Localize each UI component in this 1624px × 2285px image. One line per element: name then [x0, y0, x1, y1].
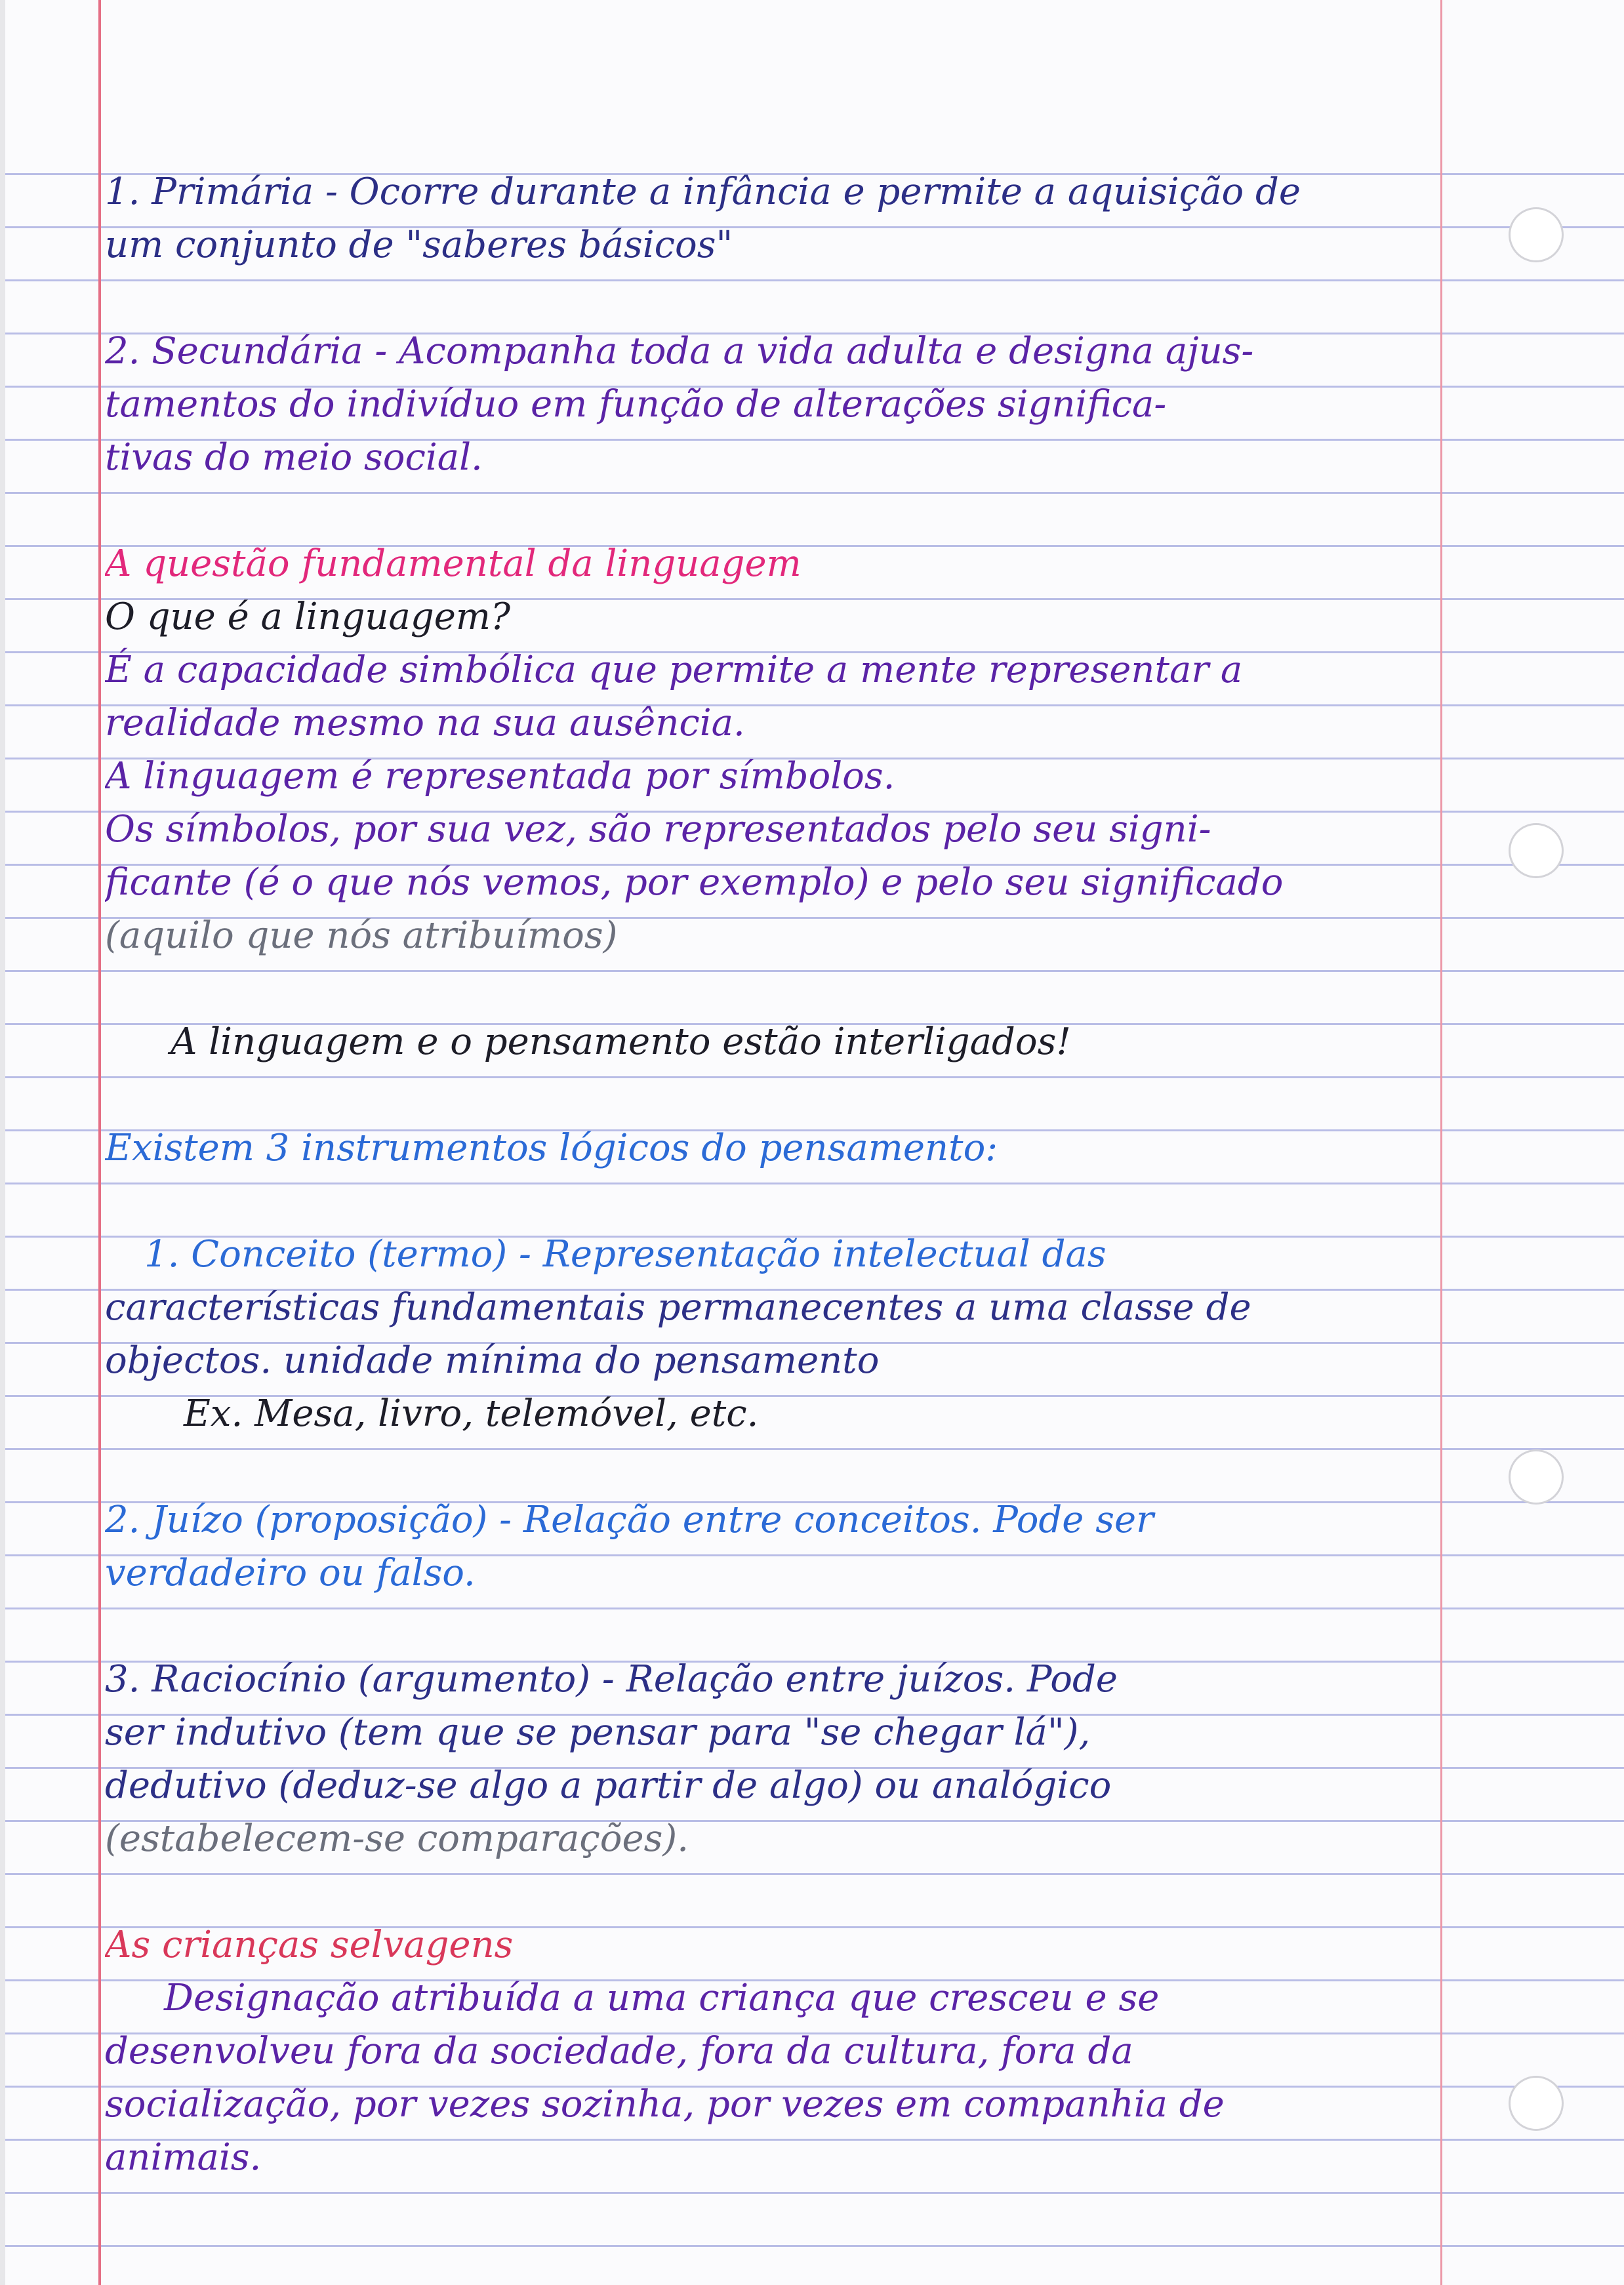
note-line: desenvolveu fora da sociedade, fora da cultura, fora da [105, 2030, 1133, 2073]
judgement-item: 2. Juízo (proposição) - Relação entre conceitos. Pode ser [105, 1499, 1154, 1541]
punch-hole [1509, 823, 1564, 878]
punch-hole [1509, 2076, 1564, 2131]
note-line: objectos. unidade mínima do pensamento [105, 1339, 880, 1382]
note-line: verdadeiro ou falso. [105, 1552, 476, 1594]
note-line: ficante (é o que nós vemos, por exemplo) e pelo seu significado [105, 861, 1284, 904]
note-line: características fundamentais permanecentes a uma classe de [105, 1286, 1251, 1329]
note-line: um conjunto de "saberes básicos" [105, 224, 733, 266]
punch-hole [1509, 207, 1564, 262]
example-line: Ex. Mesa, livro, telemóvel, etc. [184, 1392, 759, 1435]
pencil-note-line: (aquilo que nós atribuímos) [105, 914, 618, 957]
concept-item: 1. Conceito (termo) - Representação intelectual das [144, 1233, 1106, 1276]
section-heading-feral-children: As crianças selvagens [105, 1924, 514, 1966]
section-heading-language: A questão fundamental da linguagem [105, 542, 802, 585]
reasoning-item: 3. Raciocínio (argumento) - Relação entre juízos. Pode [105, 1658, 1118, 1701]
note-line: socialização, por vezes sozinha, por vezes em companhia de [105, 2083, 1225, 2126]
question-line: O que é a linguagem? [105, 596, 510, 638]
note-line: A linguagem é representada por símbolos. [105, 755, 895, 798]
note-line: ser indutivo (tem que se pensar para "se chegar lá"), [105, 1711, 1091, 1754]
note-line: tivas do meio social. [105, 436, 483, 479]
note-line: animais. [105, 2136, 262, 2179]
page-edge [0, 0, 5, 2285]
note-line: Os símbolos, por sua vez, são representados pelo seu signi- [105, 808, 1211, 851]
note-line-primary-socialization: 1. Primária - Ocorre durante a infância e permite a aquisição de [105, 171, 1301, 213]
top-margin-area [0, 0, 1624, 171]
note-line: realidade mesmo na sua ausência. [105, 702, 745, 744]
right-margin-line [1440, 0, 1442, 2285]
key-statement: A linguagem e o pensamento estão interligados! [171, 1021, 1071, 1063]
pencil-note-line: (estabelecem-se comparações). [105, 1817, 689, 1860]
punch-hole [1509, 1449, 1564, 1505]
left-margin-line [98, 0, 101, 2285]
note-line-secondary-socialization: 2. Secundária - Acompanha toda a vida adulta e designa ajus- [105, 330, 1254, 373]
note-line: tamentos do indivíduo em função de alterações significa- [105, 383, 1167, 426]
section-heading-logical-instruments: Existem 3 instrumentos lógicos do pensamento: [105, 1127, 998, 1169]
note-line: Designação atribuída a uma criança que cresceu e se [164, 1977, 1160, 2019]
note-line: dedutivo (deduz-se algo a partir de algo) ou analógico [105, 1764, 1112, 1807]
note-line: É a capacidade simbólica que permite a mente representar a [105, 649, 1243, 691]
